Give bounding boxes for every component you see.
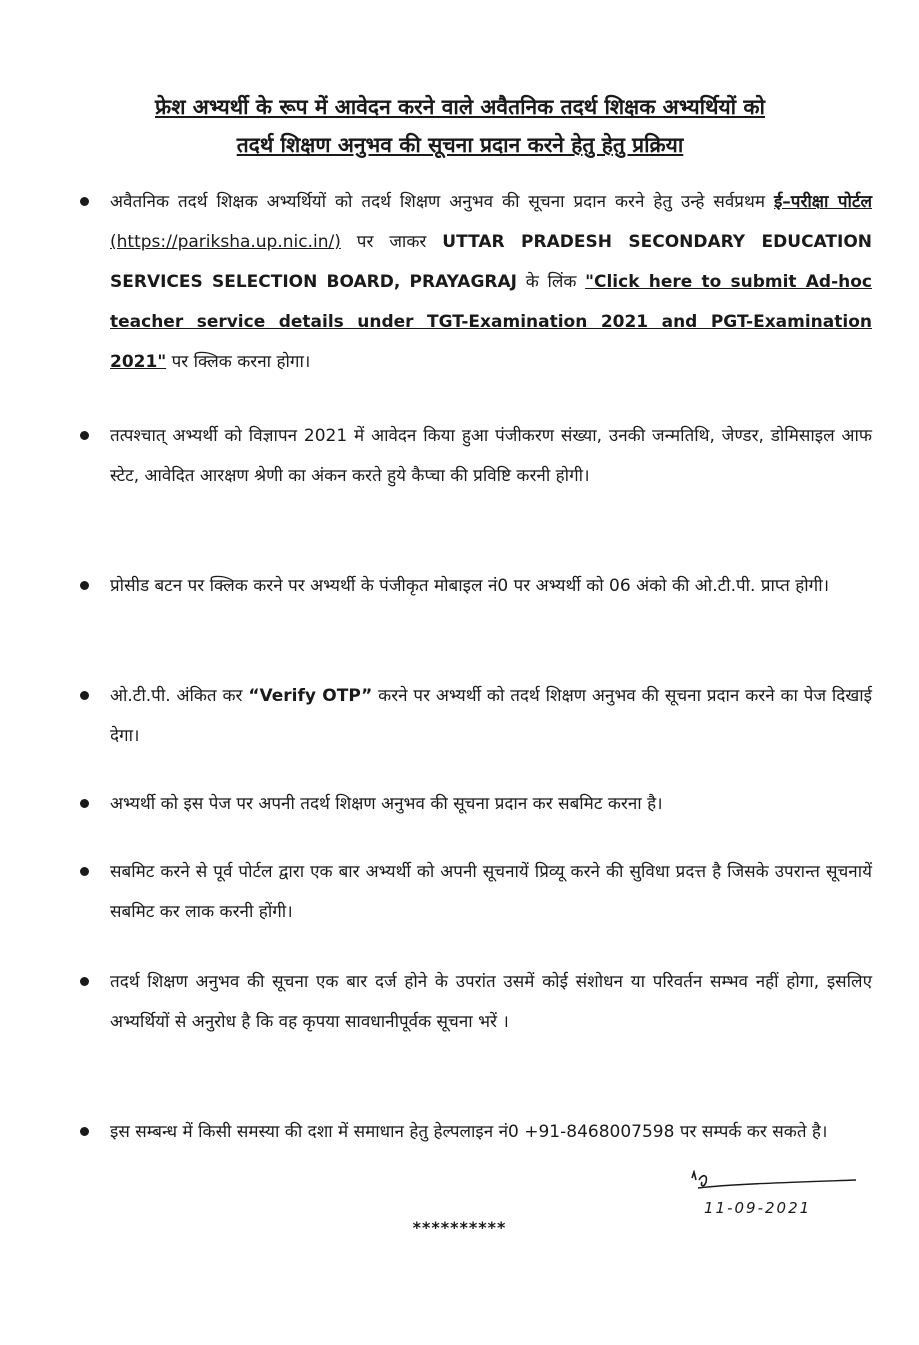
- list-item-text: सबमिट करने से पूर्व पोर्टल द्वारा एक बार अभ्यर्थी को अपनी सूचनायें प्रिव्यू करने की सुविधा प्रदत्त है जिसके उपरान्त सूचनायें सबमिट कर लाक करनी होंगी।: [110, 862, 872, 922]
- item-1-text-b: पर जाकर: [340, 232, 443, 252]
- verify-otp-label: “Verify OTP”: [248, 686, 373, 706]
- list-item: [80, 852, 872, 932]
- list-item: [80, 416, 872, 496]
- bullet-icon: [80, 1127, 89, 1136]
- list-item-text: अभ्यर्थी को इस पेज पर अपनी तदर्थ शिक्षण अनुभव की सूचना प्रदान कर सबमिट करना है।: [110, 794, 663, 814]
- list-item-text: [110, 182, 872, 382]
- signature-date: 11-09-2021: [704, 1199, 812, 1217]
- list-item: [80, 1112, 872, 1152]
- portal-name: ई–परीक्षा पोर्टल: [773, 192, 872, 212]
- list-item-text: [110, 676, 872, 756]
- page-title: [60, 88, 860, 164]
- item-1-text-d: पर क्लिक करना होगा।: [166, 352, 311, 372]
- list-item-text: प्रोसीड बटन पर क्लिक करने पर अभ्यर्थी के पंजीकृत मोबाइल नं0 पर अभ्यर्थी को 06 अंको की ओ.टी.पी. प्राप्त होगी।: [110, 576, 830, 596]
- bullet-icon: [80, 691, 89, 700]
- bullet-icon: [80, 431, 89, 440]
- item-4-text-a: ओ.टी.पी. अंकित कर: [110, 686, 249, 706]
- list-item-text: तत्पश्चात् अभ्यर्थी को विज्ञापन 2021 में आवेदन किया हुआ पंजीकरण संख्या, उनकी जन्मतिथि, जेण्डर, डोमिसाइल आफ स्टेट, आवेदित आरक्षण श्रेणी का अंकन करते हुये कैप्चा की प्रविष्टि करनी होगी।: [110, 426, 872, 486]
- portal-url-link[interactable]: (https://pariksha.up.nic.in/): [110, 232, 341, 252]
- list-item-text: इस सम्बन्ध में किसी समस्या की दशा में समाधान हेतु हेल्पलाइन नं0 +91-8468007598 पर सम्पर्क कर सकते है।: [110, 1122, 828, 1142]
- list-item: [80, 676, 872, 756]
- submit-details-link[interactable]: "Click here to submit Ad-hoc teacher service details under TGT-Examination 2021 and PGT-Examination 2021": [110, 272, 873, 372]
- board-name: UTTAR PRADESH SECONDARY EDUCATION SERVICES SELECTION BOARD, PRAYAGRAJ: [110, 232, 872, 292]
- end-marker: **********: [412, 1218, 507, 1237]
- list-item: [80, 182, 872, 382]
- bullet-icon: [80, 867, 89, 876]
- item-1-text-c: के लिंक: [517, 272, 586, 292]
- bullet-icon: [80, 799, 89, 808]
- item-4-text-b: करने पर अभ्यर्थी को तदर्थ शिक्षण अनुभव की सूचना प्रदान करने का पेज दिखाई देगा।: [110, 686, 872, 746]
- bullet-icon: [80, 581, 89, 590]
- list-item: [80, 784, 872, 824]
- bullet-icon: [80, 977, 89, 986]
- list-item-text: तदर्थ शिक्षण अनुभव की सूचना एक बार दर्ज होने के उपरांत उसमें कोई संशोधन या परिवर्तन सम्भव नहीं होगा, इसलिए अभ्यर्थियों से अनुरोध है कि वह कृपया सावधानीपूर्वक सूचना भरें ।: [110, 972, 872, 1032]
- item-1-text-a: अवैतनिक तदर्थ शिक्षक अभ्यर्थियों को तदर्थ शिक्षण अनुभव की सूचना प्रदान करने हेतु उन्हे सर्वप्रथम: [110, 192, 774, 212]
- title-line-2: तदर्थ शिक्षण अनुभव की सूचना प्रदान करने हेतु हेतु प्रक्रिया: [236, 133, 684, 157]
- list-item: [80, 962, 872, 1042]
- bullet-icon: [80, 197, 89, 206]
- title-line-1: फ्रेश अभ्यर्थी के रूप में आवेदन करने वाले अवैतनिक तदर्थ शिक्षक अभ्यर्थियों को: [155, 95, 765, 119]
- list-item: [80, 566, 872, 606]
